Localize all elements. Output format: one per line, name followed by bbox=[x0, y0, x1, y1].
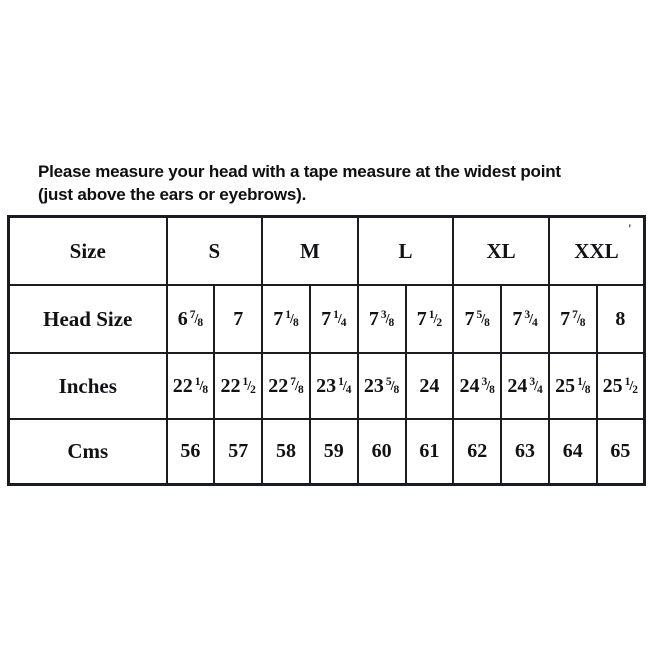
inches-cell bbox=[214, 353, 262, 419]
head-size-cell bbox=[310, 285, 358, 353]
fraction-slash: / bbox=[534, 378, 538, 394]
inches-cell bbox=[358, 353, 406, 419]
inches-cell bbox=[406, 353, 454, 419]
fraction-slash: / bbox=[342, 378, 347, 394]
header-size-label: Size bbox=[9, 217, 167, 286]
fraction-numerator: 5 bbox=[385, 375, 392, 388]
fraction-denominator: 2 bbox=[250, 383, 256, 396]
cms-cell: 65 bbox=[597, 419, 645, 485]
fraction-denominator: 8 bbox=[197, 316, 204, 329]
cms-row-label: Cms bbox=[9, 419, 167, 485]
table-header-row bbox=[9, 217, 645, 286]
cell-whole: 24 bbox=[419, 374, 440, 397]
fraction-numerator: 1 bbox=[624, 375, 631, 388]
inches-row-label: Inches bbox=[9, 353, 167, 419]
size-chart-table bbox=[7, 215, 646, 486]
fraction-numerator: 1 bbox=[194, 375, 201, 388]
fraction-denominator: 8 bbox=[489, 383, 495, 396]
cell-whole: 23 bbox=[363, 374, 384, 397]
cms-cell: 57 bbox=[214, 419, 262, 485]
cms-cell: 59 bbox=[310, 419, 358, 485]
head-size-cell bbox=[167, 285, 215, 353]
cell-whole: 22 bbox=[172, 374, 193, 397]
fraction-denominator: 4 bbox=[340, 316, 347, 329]
fraction-numerator: 7 bbox=[290, 375, 297, 388]
cell-whole: 23 bbox=[316, 374, 337, 397]
fraction-slash: / bbox=[385, 311, 390, 327]
fraction-slash: / bbox=[247, 378, 252, 394]
cell-whole: 6 bbox=[177, 307, 188, 330]
instructions-line-2: (just above the ears or eyebrows). bbox=[38, 184, 307, 204]
fraction-denominator: 4 bbox=[536, 383, 543, 396]
instructions-line-1: Please measure your head with a tape measure at the widest point bbox=[38, 162, 561, 181]
inches-row bbox=[9, 353, 645, 419]
inches-cell bbox=[310, 353, 358, 419]
cell-whole: 7 bbox=[368, 307, 379, 330]
head-size-cell bbox=[597, 285, 645, 353]
cell-whole: 24 bbox=[507, 374, 528, 397]
fraction-slash: / bbox=[433, 311, 438, 327]
fraction-denominator: 4 bbox=[345, 383, 352, 396]
header-group-xl: XL bbox=[453, 217, 549, 286]
cms-cell: 62 bbox=[453, 419, 501, 485]
fraction-numerator: 1 bbox=[428, 308, 435, 321]
fraction-denominator: 8 bbox=[393, 383, 400, 396]
cell-whole: 24 bbox=[459, 374, 480, 397]
inches-cell bbox=[597, 353, 645, 419]
head-size-cell bbox=[214, 285, 262, 353]
fraction-numerator: 1 bbox=[285, 308, 292, 321]
cms-cell: 63 bbox=[501, 419, 549, 485]
cell-whole: 25 bbox=[555, 374, 576, 397]
header-group-m: M bbox=[262, 217, 358, 286]
fraction-slash: / bbox=[529, 311, 533, 327]
cell-whole: 7 bbox=[321, 307, 332, 330]
cell-whole: 7 bbox=[273, 307, 284, 330]
cell-whole: 7 bbox=[416, 307, 427, 330]
head-size-row bbox=[9, 285, 645, 353]
fraction-denominator: 8 bbox=[297, 383, 304, 396]
inches-cell bbox=[453, 353, 501, 419]
cms-cell: 60 bbox=[358, 419, 406, 485]
fraction-denominator: 8 bbox=[388, 316, 395, 329]
fraction-denominator: 8 bbox=[202, 383, 209, 396]
inches-cell bbox=[262, 353, 310, 419]
fraction-denominator: 8 bbox=[292, 316, 299, 329]
cms-cell: 58 bbox=[262, 419, 310, 485]
fraction-numerator: 1 bbox=[333, 308, 339, 321]
head-size-cell bbox=[406, 285, 454, 353]
fraction-slash: / bbox=[390, 378, 395, 394]
measure-instructions bbox=[38, 161, 561, 206]
head-size-cell bbox=[549, 285, 597, 353]
fraction-numerator: 1 bbox=[577, 375, 583, 388]
cell-whole: 8 bbox=[615, 307, 626, 330]
header-group-l: L bbox=[358, 217, 454, 286]
fraction-numerator: 5 bbox=[476, 308, 483, 321]
fraction-slash: / bbox=[199, 378, 204, 394]
cell-whole: 7 bbox=[560, 307, 571, 330]
cms-row bbox=[9, 419, 645, 485]
fraction-denominator: 8 bbox=[584, 383, 591, 396]
fraction-denominator: 2 bbox=[436, 316, 443, 329]
fraction-numerator: 7 bbox=[572, 308, 578, 321]
inches-cell bbox=[167, 353, 215, 419]
cell-whole: 22 bbox=[220, 374, 241, 397]
stray-mark: ' bbox=[628, 221, 632, 236]
fraction-denominator: 8 bbox=[579, 316, 586, 329]
fraction-slash: / bbox=[576, 311, 581, 327]
fraction-numerator: 3 bbox=[529, 375, 536, 388]
fraction-slash: / bbox=[290, 311, 294, 327]
fraction-numerator: 7 bbox=[189, 308, 196, 321]
fraction-denominator: 2 bbox=[632, 383, 639, 396]
header-group-xxl: XXL bbox=[549, 217, 645, 286]
inches-cell bbox=[501, 353, 549, 419]
fraction-numerator: 1 bbox=[242, 375, 249, 388]
cell-whole: 7 bbox=[464, 307, 475, 330]
fraction-slash: / bbox=[481, 311, 486, 327]
header-group-s: S bbox=[167, 217, 263, 286]
fraction-numerator: 3 bbox=[481, 375, 488, 388]
head-size-cell bbox=[358, 285, 406, 353]
fraction-slash: / bbox=[194, 311, 199, 327]
fraction-slash: / bbox=[486, 378, 491, 394]
head-size-cell bbox=[501, 285, 549, 353]
fraction-numerator: 3 bbox=[380, 308, 387, 321]
cell-whole: 7 bbox=[512, 307, 523, 330]
inches-cell bbox=[549, 353, 597, 419]
fraction-numerator: 3 bbox=[524, 308, 531, 321]
cell-whole: 25 bbox=[602, 374, 623, 397]
cell-whole: 7 bbox=[233, 307, 244, 330]
fraction-numerator: 1 bbox=[338, 375, 344, 388]
fraction-slash: / bbox=[629, 378, 634, 394]
cms-cell: 56 bbox=[167, 419, 215, 485]
cms-cell: 64 bbox=[549, 419, 597, 485]
head-size-cell bbox=[262, 285, 310, 353]
fraction-denominator: 8 bbox=[484, 316, 490, 329]
fraction-slash: / bbox=[295, 378, 299, 394]
cms-cell: 61 bbox=[406, 419, 454, 485]
head-size-row-label: Head Size bbox=[9, 285, 167, 353]
head-size-cell bbox=[453, 285, 501, 353]
fraction-slash: / bbox=[337, 311, 342, 327]
cell-whole: 22 bbox=[268, 374, 289, 397]
fraction-denominator: 4 bbox=[531, 316, 538, 329]
fraction-slash: / bbox=[581, 378, 586, 394]
